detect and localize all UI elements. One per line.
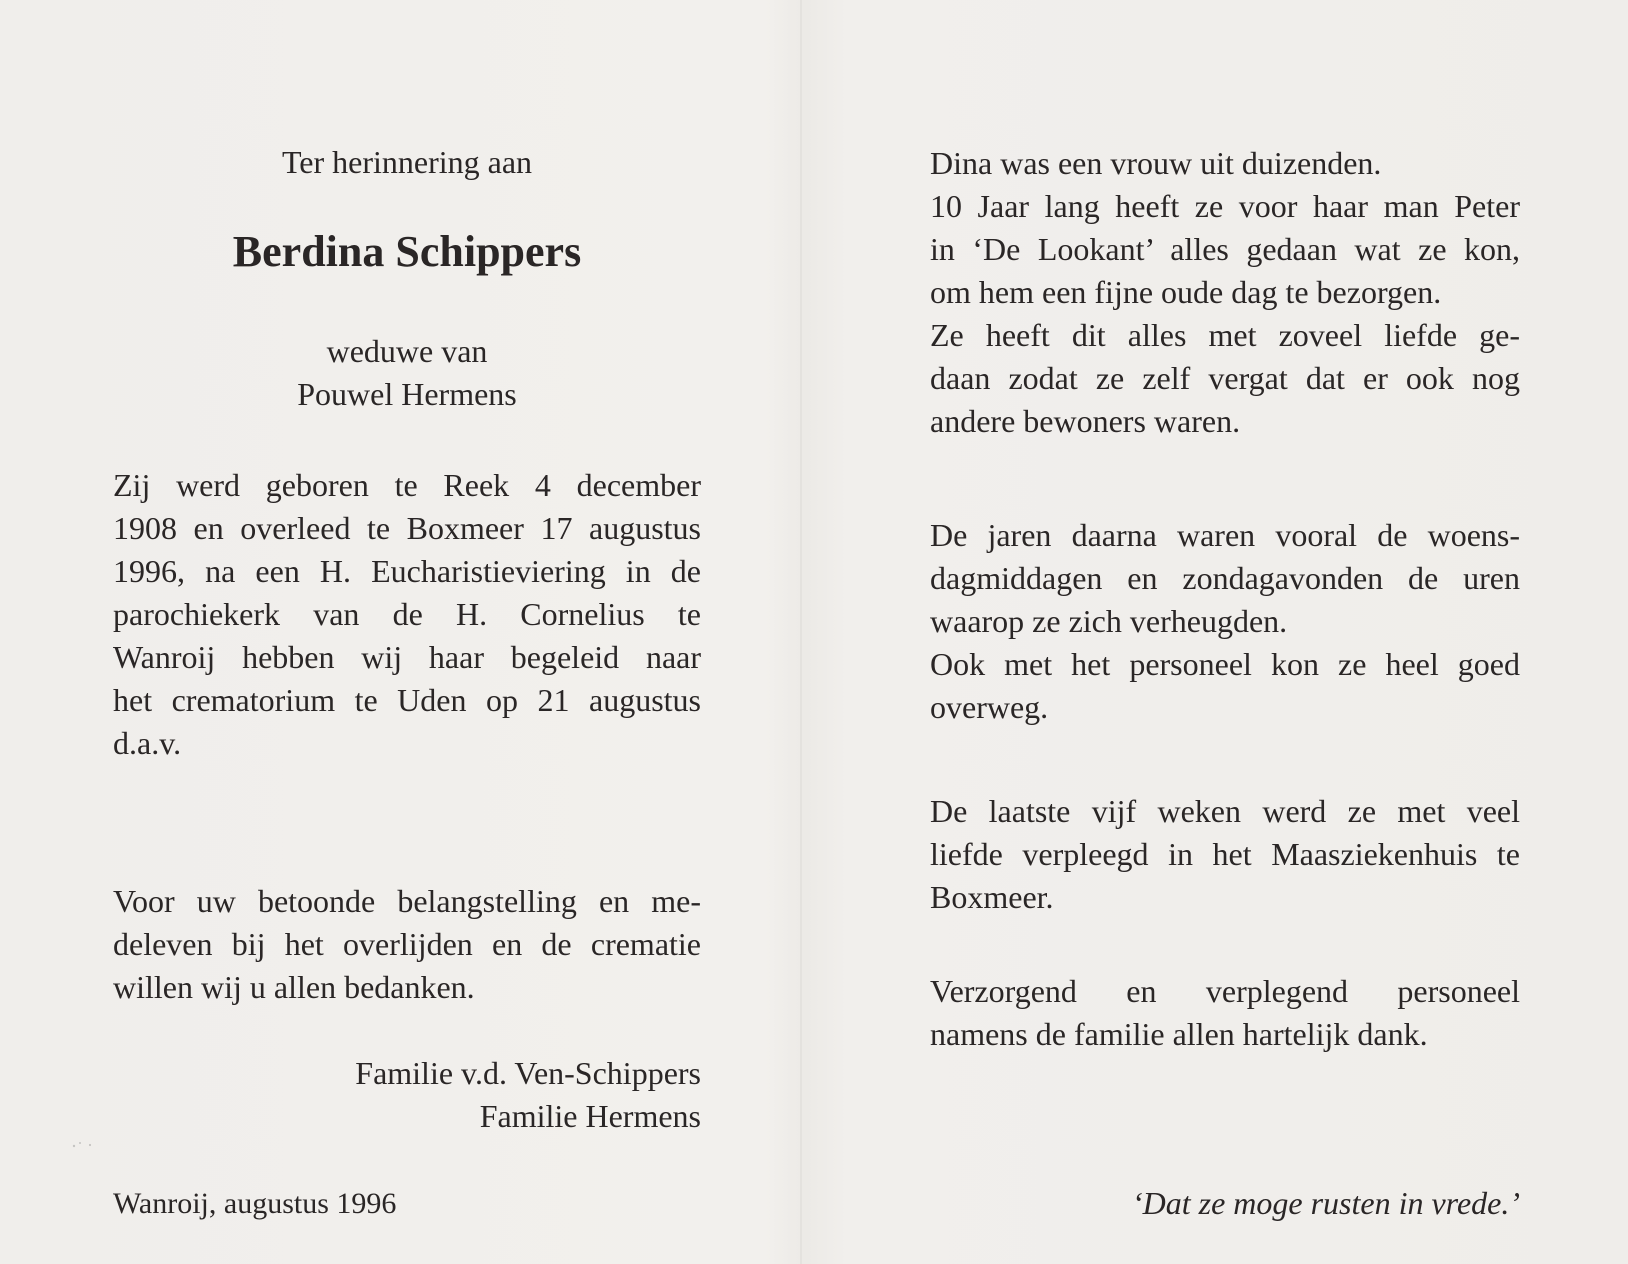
text-line: Ze heeft dit alles met zoveel liefde ge- (930, 317, 1520, 353)
thanks-paragraph (113, 880, 701, 1009)
text-line: Ook met het personeel kon ze heel goed (930, 646, 1520, 682)
text-line: om hem een fijne oude dag te bezorgen. (930, 274, 1442, 310)
right-panel (930, 0, 1520, 1264)
card-fold-line (800, 0, 802, 1264)
text-line: Wanroij hebben wij haar begeleid naar (113, 639, 701, 675)
text-line: namens de familie allen hartelijk dank. (930, 1016, 1428, 1052)
text-line: 1996, na een H. Eucharistieviering in de (113, 553, 701, 589)
family-signatures (113, 1052, 701, 1138)
text-line: De laatste vijf weken werd ze met veel (930, 793, 1520, 829)
text-line: waarop ze zich verheugden. (930, 603, 1288, 639)
birth-death-paragraph (113, 464, 701, 765)
tribute-paragraph-1 (930, 142, 1520, 443)
intro-text: Ter herinnering aan (281, 144, 533, 180)
text-line: Zij werd geboren te Reek 4 december (113, 467, 701, 503)
text-line: andere bewoners waren. (930, 403, 1241, 439)
deceased-name: Berdina Schippers (232, 227, 582, 276)
text-line: parochiekerk van de H. Cornelius te (113, 596, 701, 632)
text-line: Dina was een vrouw uit duizenden. (930, 145, 1382, 181)
text-line: Verzorgend en verplegend personeel (930, 973, 1520, 1009)
text-line: willen wij u allen bedanken. (113, 969, 475, 1005)
place-date: Wanroij, augustus 1996 (113, 1187, 397, 1220)
text-line: deleven bij het overlijden en de crematie (113, 926, 701, 962)
tribute-paragraph-4 (930, 970, 1520, 1056)
paper-speck-mark (70, 1138, 98, 1152)
text-line: overweg. (930, 689, 1049, 725)
spouse-name-line: Pouwel Hermens (297, 376, 517, 412)
widow-of-block (113, 330, 701, 416)
closing-prayer: ‘Dat ze moge rusten in vrede.’ (1131, 1185, 1520, 1221)
tribute-paragraph-3 (930, 790, 1520, 919)
left-panel (113, 0, 701, 1264)
text-line: liefde verpleegd in het Maasziekenhuis te (930, 836, 1520, 872)
text-line: daan zodat ze zelf vergat dat er ook nog (930, 360, 1520, 396)
family-name: Familie Hermens (479, 1098, 701, 1134)
text-line: het crematorium te Uden op 21 augustus (113, 682, 701, 718)
text-line: 10 Jaar lang heeft ze voor haar man Peter (930, 188, 1520, 224)
text-line: dagmiddagen en zondagavonden de uren (930, 560, 1520, 596)
text-line: Voor uw betoonde belangstelling en me- (113, 883, 701, 919)
family-name: Familie v.d. Ven-Schippers (355, 1055, 701, 1091)
text-line: d.a.v. (113, 725, 182, 761)
text-line: Boxmeer. (930, 879, 1054, 915)
widow-of-line: weduwe van (326, 333, 488, 369)
text-line: 1908 en overleed te Boxmeer 17 augustus (113, 510, 701, 546)
text-line: in ‘De Lookant’ alles gedaan wat ze kon, (930, 231, 1520, 267)
tribute-paragraph-2 (930, 514, 1520, 729)
text-line: De jaren daarna waren vooral de woens- (930, 517, 1520, 553)
